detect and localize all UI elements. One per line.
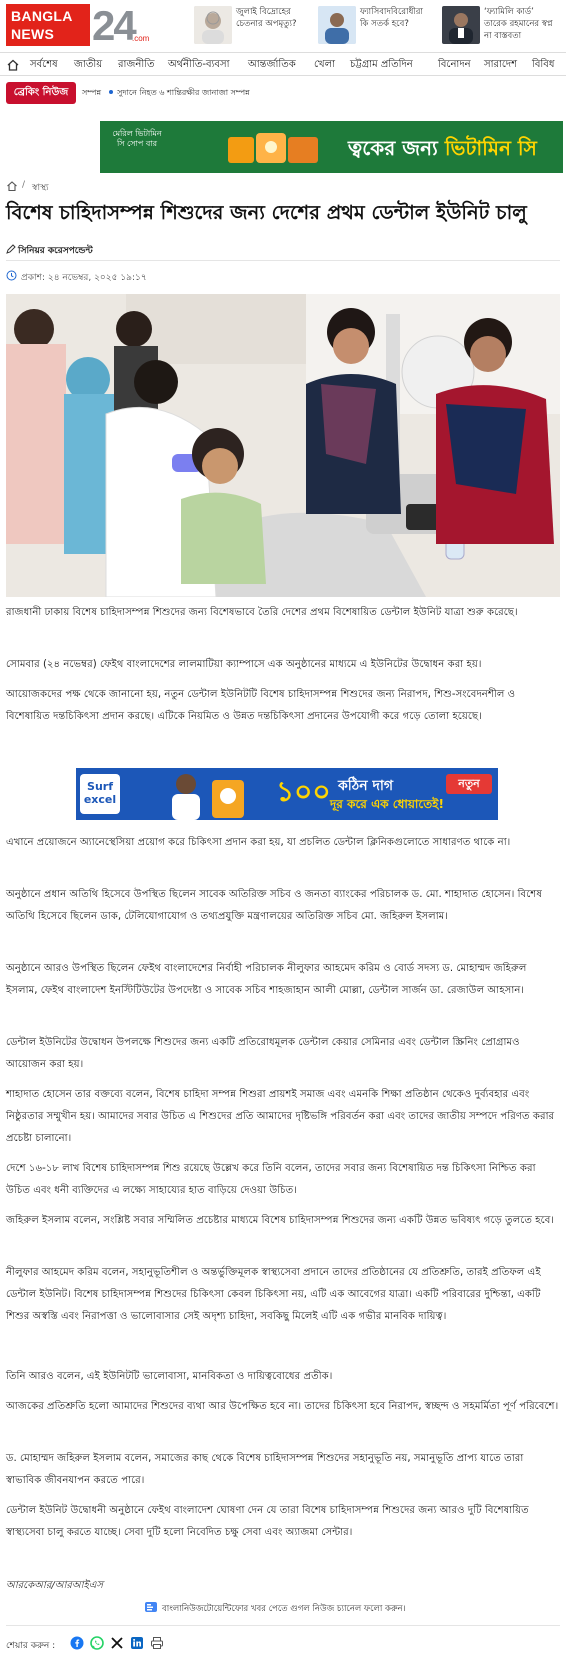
nav-item-sports[interactable]: খেলা bbox=[314, 59, 335, 70]
article-paragraph: ডেন্টাল ইউনিটের উদ্বোধন উপলক্ষে শিশুদের জন্য একটি প্রতিরোধমূলক ডেন্টাল কেয়ার সেমিনার এবং ডেন্টাল স্ক্রিনিং প্রোগ্রামও আয়োজন করা হয়। bbox=[6, 1037, 520, 1070]
ad-new-badge: নতুন bbox=[446, 774, 492, 794]
top-story-thumbnail bbox=[442, 6, 480, 44]
breadcrumb-section[interactable]: স্বাস্থ্য bbox=[32, 183, 49, 193]
linkedin-icon[interactable] bbox=[130, 1636, 144, 1650]
ad-headline-b: ভিটামিন সি bbox=[444, 136, 537, 160]
article-paragraph: এখানে প্রয়োজনে অ্যানেস্থেসিয়া প্রয়োগ করে চিকিৎসা প্রদান করা হয়, যা প্রচলিত ডেন্টাল ক্লিনিকগুলোতে সাধারণত থাকে না। bbox=[6, 837, 511, 848]
home-icon[interactable] bbox=[6, 57, 22, 73]
ticker-item[interactable]: সুদানে নিহত ৬ শান্তিরক্ষীর জানাজা সম্পন্ন bbox=[117, 88, 250, 97]
nav-item-politics[interactable]: রাজনীতি bbox=[118, 59, 155, 70]
advertisement-top[interactable] bbox=[100, 121, 563, 173]
ad-number: ১০০ bbox=[276, 775, 331, 808]
article-main-photo bbox=[6, 294, 560, 597]
breadcrumb-separator: / bbox=[22, 180, 26, 190]
article-paragraph: দেশে ১৬-১৮ লাখ বিশেষ চাহিদাসম্পন্ন শিশু রয়েছে উল্লেখ করে তিনি বলেন, তাদের সবার জন্য বিশেষায়িত দন্ত চিকিৎসা নিশ্চিত করা উচিত এবং ধনী ব্যক্তিদের এ লক্ষ্যে সাহায্যের হাত বাড়িয়ে দেওয়া উচিত। bbox=[6, 1163, 536, 1196]
article-paragraph: অনুষ্ঠানে প্রধান অতিথি হিসেবে উপস্থিত ছিলেন সাবেক অতিরিক্ত সচিব ও জনতা ব্যাংকের পরিচালক ড. মো. শাহাদাত হোসেন। বিশেষ অতিথি হিসেবে ছিলেন ডাক, টেলিযোগাযোগ ও তথ্যপ্রযুক্তি মন্ত্রণালয়ের অতিরিক্ত সচিব মো. জহিরুল ইসলাম। bbox=[6, 889, 542, 922]
ad-headline-a: ত্বকের জন্য bbox=[348, 136, 445, 160]
article-paragraph: অনুষ্ঠানে আরও উপস্থিত ছিলেন ফেইথ বাংলাদেশের নির্বাহী পরিচালক নীলুফার আহমেদ করিম ও বোর্ড সদস্য ড. মোহাম্মদ জহিরুল ইসলাম, ফেইথ বাংলাদেশ ইনস্টিটিউটের উপদেষ্টা ও সাবেক সচিব শাহজাহান আলী মোল্লা, ডেন্টাল সার্জন ডা. রেজাউল আহসান। bbox=[6, 963, 527, 996]
article-headline: বিশেষ চাহিদাসম্পন্ন শিশুদের জন্য দেশের প্রথম ডেন্টাল ইউনিট চালু bbox=[6, 201, 527, 224]
ad-product-image bbox=[226, 127, 326, 167]
top-story-thumbnail bbox=[318, 6, 356, 44]
breaking-label: ব্রেকিং নিউজ bbox=[6, 82, 76, 104]
advertisement-middle[interactable] bbox=[76, 768, 498, 820]
nav-item-country[interactable]: সারাদেশ bbox=[484, 59, 518, 70]
pen-icon bbox=[6, 244, 16, 254]
logo-number: 24 bbox=[92, 2, 135, 49]
article-paragraph: ড. মোহাম্মদ জহিরুল ইসলাম বলেন, সমাজের কাছ থেকে বিশেষ চাহিদাসম্পন্ন শিশুদের সহানুভূতি নয়, সমানুভূতি প্রাপ্য যাতে তারা স্বাভাবিক জীবনযাপন করতে পারে। bbox=[6, 1453, 524, 1486]
nav-item-chattogram[interactable]: চট্টগ্রাম প্রতিদিন bbox=[350, 59, 413, 70]
clock-icon bbox=[6, 270, 17, 281]
x-icon[interactable] bbox=[110, 1636, 124, 1650]
logo-line2: NEWS bbox=[11, 26, 55, 42]
article-paragraph: আজকের প্রতিশ্রুতি হলো আমাদের শিশুদের ব্যথা আর উপেক্ষিত হবে না। তাদের চিকিৎসা হবে নিরাপদ, স্বচ্ছন্দ ও সহমর্মিতা পূর্ণ পরিবেশে। bbox=[6, 1401, 559, 1412]
top-story-3[interactable] bbox=[442, 6, 560, 44]
top-story-thumbnail bbox=[194, 6, 232, 44]
logo-line1: BANGLA bbox=[11, 8, 73, 24]
google-news-text[interactable]: বাংলানিউজটোয়েন্টিফোর খবর পেতে গুগল নিউজ চ্যানেল ফলো করুন। bbox=[162, 1604, 406, 1614]
article-paragraph: রাজধানী ঢাকায় বিশেষ চাহিদাসম্পন্ন শিশুদের জন্য বিশেষভাবে তৈরি দেশের প্রথম বিশেষায়িত ডেন্টাল ইউনিট যাত্রা শুরু করেছে। bbox=[6, 607, 518, 618]
top-story-title: ফ্যাসিবাদবিরোধীরা কি সতর্ক হবে? bbox=[360, 7, 423, 29]
google-news-icon bbox=[144, 1600, 158, 1614]
facebook-icon[interactable] bbox=[70, 1636, 84, 1650]
article-paragraph: জহিরুল ইসলাম বলেন, সংশ্লিষ্ট সবার সম্মিলিত প্রচেষ্টার মাধ্যমে বিশেষ চাহিদাসম্পন্ন শিশুদের জন্য একটি উন্নত ভবিষ্যৎ গড়ে তুলতে হবে। bbox=[6, 1215, 555, 1226]
main-nav bbox=[0, 52, 566, 76]
publish-date-text: প্রকাশ: ২৪ নভেম্বর, ২০২৫ ১৯:১৭ bbox=[21, 273, 147, 283]
top-story-2[interactable] bbox=[318, 6, 436, 44]
divider bbox=[6, 1625, 560, 1626]
divider bbox=[6, 260, 560, 261]
ticker-bullet bbox=[109, 90, 113, 94]
ad-headline bbox=[348, 134, 537, 167]
article-paragraph: ডেন্টাল ইউনিট উদ্বোধনী অনুষ্ঠানে ফেইথ বাংলাদেশ ঘোষণা দেন যে তারা বিশেষ চাহিদাসম্পন্ন শিশুদের জন্য আরও দুটি বিশেষায়িত স্বাস্থ্যসেবা চালু করতে যাচ্ছে। সেবা দুটি হলো নিবেদিত চক্ষু সেবা এবং অ্যাজমা সেন্টার। bbox=[6, 1505, 529, 1538]
nav-item-international[interactable]: আন্তর্জাতিক bbox=[248, 59, 296, 70]
ad-line1: কঠিন দাগ bbox=[338, 778, 394, 794]
article-paragraph: শাহাদাত হোসেন তার বক্তব্যে বলেন, বিশেষ চাহিদা সম্পন্ন শিশুরা প্রায়শই সমাজ এবং এমনকি শিক্ষা প্রতিষ্ঠান থেকেও দুর্ব্যবহার এবং নিষ্ঠুরতার সম্মুখীন হয়। আমাদের সবার উচিত এ শিশুদের প্রতি আমাদের দৃষ্টিভঙ্গি পরিবর্তন করা এবং তাদের জাতীয় সম্পদে পরিণত করার প্রচেষ্টা চালানো। bbox=[6, 1089, 555, 1144]
author-name[interactable]: সিনিয়র করেসপন্ডেন্ট bbox=[18, 246, 93, 256]
top-story-title: জুলাই বিদ্রোহের চেতনার অপমৃত্যু? bbox=[236, 7, 297, 29]
ad-brand-logo bbox=[80, 774, 120, 814]
breaking-news-bar bbox=[6, 82, 560, 104]
article-paragraph: সোমবার (২৪ নভেম্বর) ফেইথ বাংলাদেশের লালমাটিয়া ক্যাম্পাসে এক অনুষ্ঠানের মাধ্যমে এ ইউনিটের উদ্বোধন করা হয়। bbox=[6, 659, 482, 670]
ad-brand-line1: Surf bbox=[87, 780, 113, 793]
ad-line2: দূর করে এক ধোয়াতেই! bbox=[330, 797, 444, 811]
article-paragraph: আয়োজকদের পক্ষ থেকে জানানো হয়, নতুন ডেন্টাল ইউনিটটি বিশেষ চাহিদাসম্পন্ন শিশুদের জন্য নিরাপদ, শিশু-সংবেদনশীল ও বিশেষায়িত দন্তচিকিৎসা প্রদান করছে। এটিকে নিয়মিত ও উন্নত দন্তচিকিৎসা প্রদানের উপযোগী করে গড়ে তোলা হয়েছে। bbox=[6, 689, 516, 722]
ad-model-image bbox=[146, 770, 256, 820]
print-icon[interactable] bbox=[150, 1636, 164, 1650]
logo-red-box bbox=[6, 4, 90, 46]
nav-item-national[interactable]: জাতীয় bbox=[74, 59, 103, 70]
ad-product-label: মেরিল ভিটামিন সি সোপ বার bbox=[112, 129, 162, 148]
logo-suffix: .com bbox=[132, 34, 150, 43]
ticker-item[interactable]: সম্পন্ন bbox=[82, 88, 102, 97]
ad-brand-line2: excel bbox=[83, 793, 117, 806]
article-signature: আরকেআর/আরআইএস bbox=[6, 1580, 103, 1591]
site-header bbox=[0, 0, 566, 52]
nav-item-latest[interactable]: সর্বশেষ bbox=[30, 59, 58, 70]
top-story-title: ‘ফ্যামিলি কার্ড’ তারেক রহমানের স্বপ্ন না বাস্তবতা bbox=[484, 7, 553, 41]
nav-item-misc[interactable]: বিবিধ bbox=[532, 59, 555, 70]
article-paragraph: তিনি আরও বলেন, এই ইউনিটটি ভালোবাসা, মানবিকতা ও দায়িত্ববোধের প্রতীক। bbox=[6, 1371, 333, 1382]
top-story-1[interactable] bbox=[194, 6, 312, 44]
share-label: শেয়ার করুন : bbox=[6, 1641, 56, 1651]
breaking-ticker[interactable] bbox=[82, 87, 250, 100]
article-paragraph: নীলুফার আহমেদ করিম বলেন, সহানুভূতিশীল ও অন্তর্ভুক্তিমূলক স্বাস্থ্যসেবা প্রদানে তাদের প্রতিষ্ঠানের যে প্রতিশ্রুতি, তারই প্রতিফল এই ডেন্টাল ইউনিট। বিশেষ চাহিদাসম্পন্ন শিশুদের চিকিৎসা কেবল চিকিৎসা নয়, এটি এক আবেগের যাত্রা। একটি পরিবারের দুশ্চিন্তা, একটি শিশুর অস্বস্তি এবং নিরাপত্তা ও ভালোবাসার সেই অদৃশ্য চাহিদা, সবকিছু মিলেই এটি এক গভীর মানবিক দায়িত্ব। bbox=[6, 1267, 541, 1322]
nav-item-entertainment[interactable]: বিনোদন bbox=[438, 59, 471, 70]
whatsapp-icon[interactable] bbox=[90, 1636, 104, 1650]
site-logo[interactable] bbox=[6, 2, 150, 49]
breadcrumb-home-icon[interactable] bbox=[6, 180, 18, 192]
nav-item-economy[interactable]: অর্থনীতি-ব্যবসা bbox=[168, 59, 230, 70]
